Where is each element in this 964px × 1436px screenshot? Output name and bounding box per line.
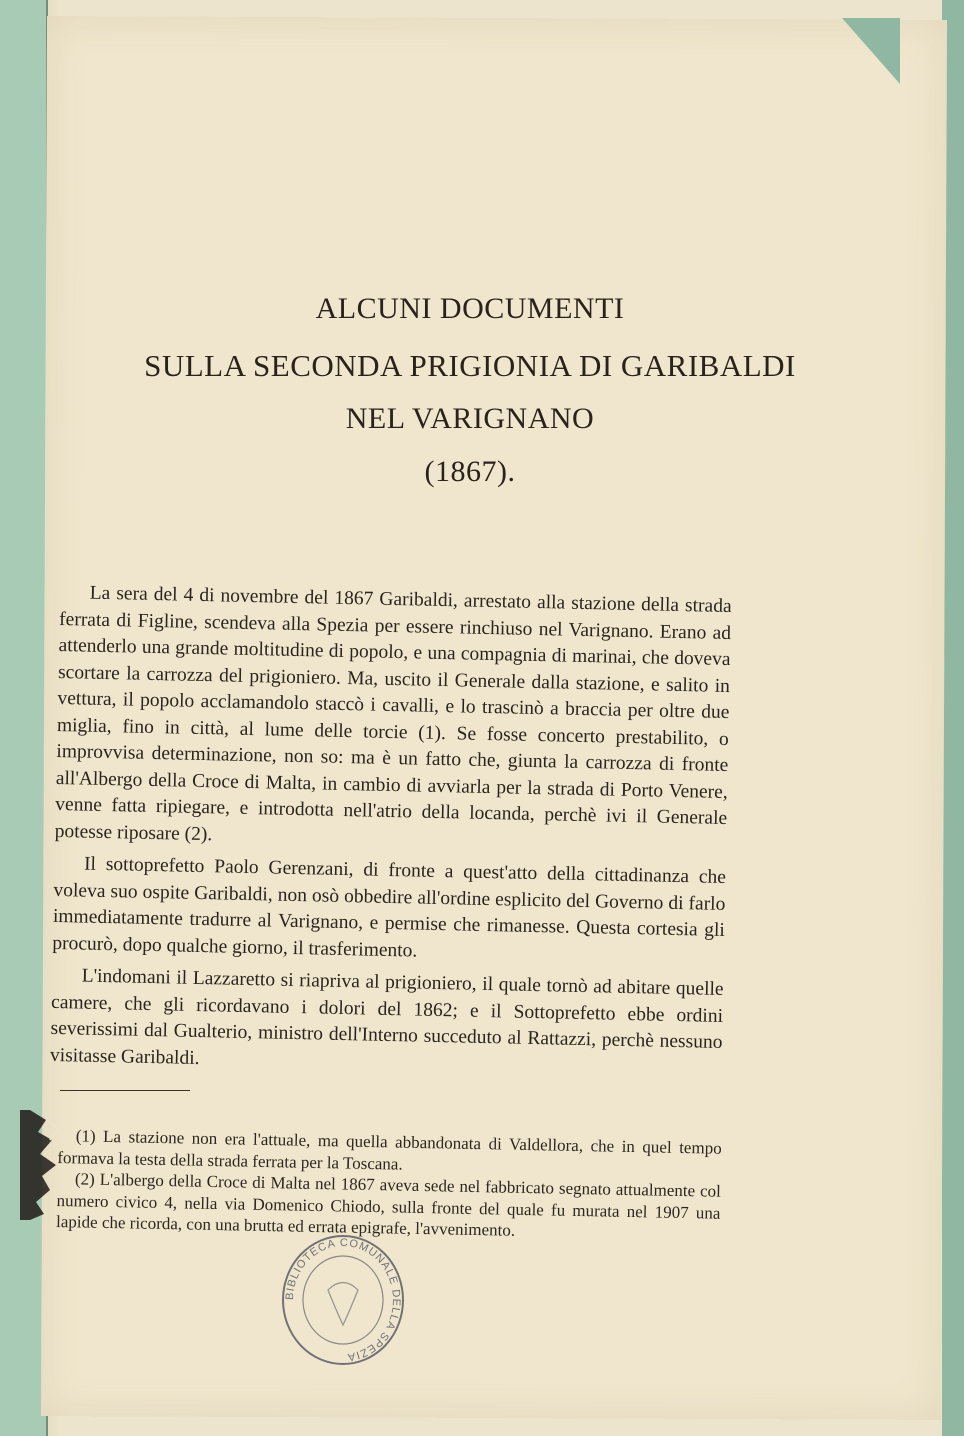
- paragraph: Il sottoprefetto Paolo Gerenzani, di fronte a quest'atto della cittadinanza che voleva suo ospite Garibaldi, non osò obbedire all'ordine esplicito del Governo di farlo immediatamente tradurre al Varignano, e permise che rimanesse. Questa cortesia gli procurò, dopo qualche giorno, il trasferimento.: [52, 853, 727, 962]
- body-text: [50, 580, 732, 1083]
- paragraph: L'indomani il Lazzaretto si riapriva al prigioniero, il quale tornò ad abitare quelle camere, che gli ricordavano i dolori del 1862; e il Sottoprefetto ebbe ordini severissimi dal Gualterio, ministro dell'Interno succeduto al Rattazzi, perchè nessuno visitasse Garibaldi.: [49, 965, 724, 1069]
- paragraph: La sera del 4 di novembre del 1867 Garibaldi, arrestato alla stazione della strada ferrata di Figline, scendeva alla Spezia per essere rinchiuso nel Varignano. Erano ad attenderlo una grande moltitudine di popolo, e una compagnia di marinai, che doveva scortare la carrozza del prigioniero. Ma, uscito il Generale dalla stazione, e salito in vettura, il popolo acclamandolo staccò i cavalli, e lo trascinò a braccia per oltre due miglia, fino in città, al lume delle torcie (1). Se fosse concerto prestabilito, o improvvisa determinazione, non so: ma è un fatto che, giunta la carrozza di fronte all'Albergo della Croce di Malta, in cambio di avviarla per la strada di Porto Venere, venne fatta ripiegare, e introdotta nell'atrio della locanda, perchè ivi il Generale potesse riposare (2).: [54, 582, 732, 845]
- torn-edge: [0, 1110, 60, 1220]
- title-line-2: SULLA SECONDA PRIGIONIA DI GARIBALDI: [144, 348, 796, 383]
- title-line-1: ALCUNI DOCUMENTI: [315, 292, 625, 325]
- library-stamp: [278, 1230, 408, 1370]
- title-line-3: NEL VARIGNANO: [345, 402, 595, 435]
- footnote-divider: [60, 1090, 190, 1091]
- cover-edge: [0, 0, 48, 1436]
- title-year: (1867).: [424, 455, 516, 488]
- footnote: (2) L'albergo della Croce di Malta nel 1867 aveva sede nel fabbricato segnato attualmente col numero civico 4, nella via Domenico Chiodo, sulla fronte del quale fu murata nel 1907 una lapide che ricorda, con una brutta ed errata epigrafe, l'avvenimento.: [55, 1169, 722, 1240]
- footnote: (1) La stazione non era l'attuale, ma quella abbandonata di Valdellora, che in quel tempo formava la testa della strada ferrata per la Toscana.: [57, 1126, 722, 1174]
- footnotes: [56, 1125, 722, 1245]
- folded-corner: [842, 18, 900, 84]
- stamp-text: BIBLIOTECA COMUNALE DELLA SPEZIA: [283, 1236, 403, 1363]
